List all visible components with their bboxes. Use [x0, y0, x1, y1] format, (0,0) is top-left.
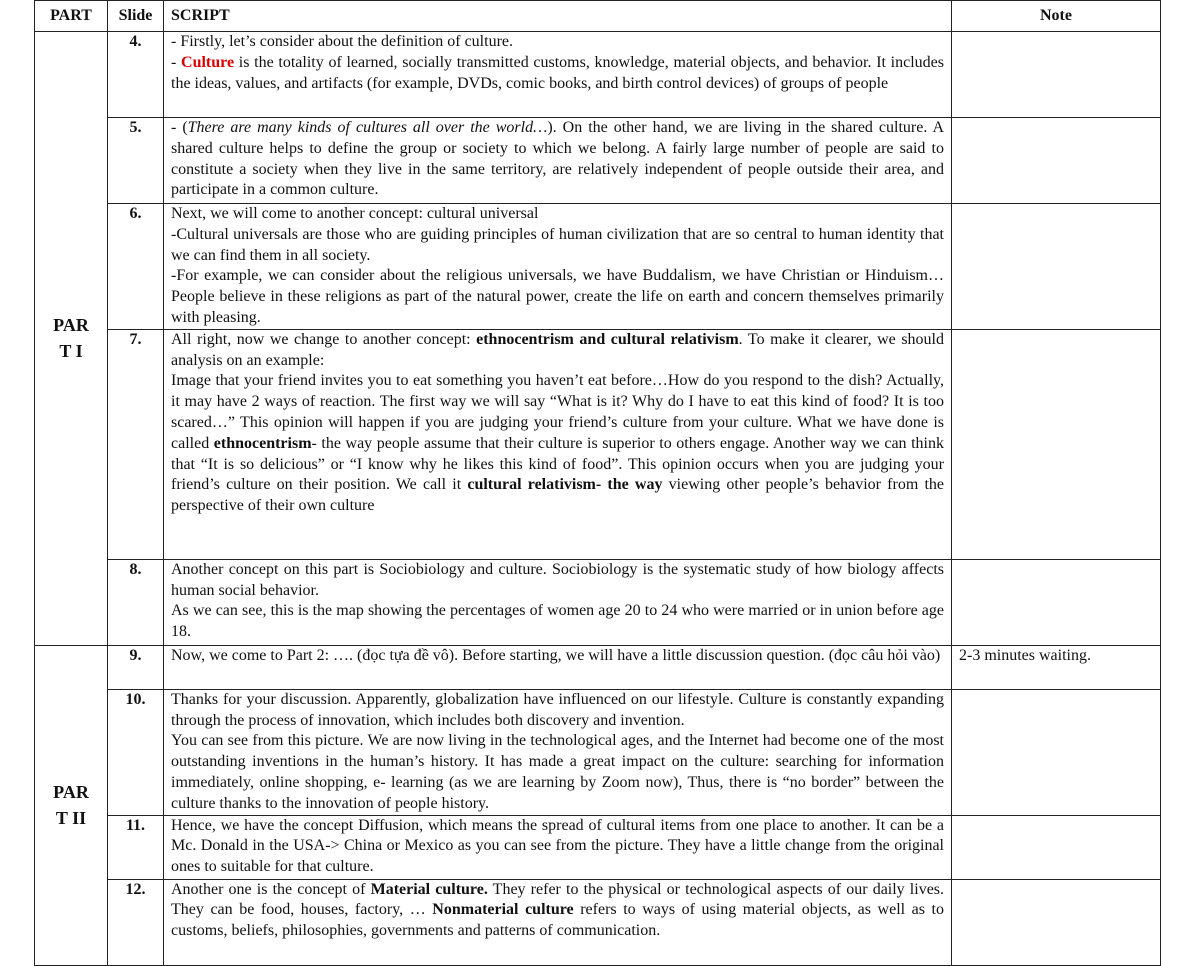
- script-text: [164, 204, 952, 330]
- table-row: [35, 559, 1161, 645]
- header-note: Note: [952, 1, 1161, 32]
- slide-number: 9.: [108, 645, 164, 689]
- script-text: [164, 689, 952, 815]
- table-row: [35, 329, 1161, 559]
- note-cell: [952, 879, 1161, 965]
- script-text: [164, 815, 952, 879]
- script-paragraph: Another concept on this part is Sociobiology and culture. Sociobiology is the systematic study of how biology affects human social behavior.: [171, 560, 944, 599]
- table-row: [35, 118, 1161, 204]
- header-slide: Slide: [108, 1, 164, 32]
- bold-term: Nonmaterial culture: [432, 901, 574, 919]
- script-fragment: ). On the other hand, we are living in the shared culture. A shared culture helps to define the group or society to which we belong. A fairly large number of people are said to constitute a society when they live in the same territory, are relatively independent of people outside their area, and participate in a common culture.: [171, 119, 945, 199]
- header-script: SCRIPT: [164, 1, 952, 32]
- table-row: [35, 645, 1161, 689]
- script-fragment: . To make it clearer, we should analysis on an example:: [171, 330, 945, 369]
- table-row: [35, 204, 1161, 330]
- script-text: [164, 118, 952, 204]
- bold-term: ethnocentrism: [213, 434, 312, 452]
- bold-term: Material culture.: [370, 880, 488, 898]
- table-row: [35, 879, 1161, 965]
- script-fragment: Another one is the concept of: [171, 880, 371, 898]
- script-text: [164, 879, 952, 965]
- script-paragraph: Thanks for your discussion. Apparently, globalization have influenced on our lifestyle. Culture is constantly expanding through the process of innovation, which includes both discovery and invention.: [171, 690, 944, 729]
- note-cell: 2-3 minutes waiting.: [952, 645, 1161, 689]
- script-paragraph: -Cultural universals are those who are guiding principles of human civilization that are so central to human identity that we can find them in all society.: [171, 225, 944, 264]
- script-paragraph: You can see from this picture. We are now living in the technological ages, and the Internet had become one of the most outstanding inventions in the human’s history. It has made a great impact on the culture: searching for information immediately, online shopping, e- learning (as we are learning by Zoom now), Thus, there is “no border” between the culture thanks to the innovation of people history.: [171, 732, 944, 812]
- part-label-line1: PAR: [53, 315, 89, 336]
- table-header-row: [35, 1, 1161, 32]
- script-fragment: Hence, we have the concept Diffusion, which means the spread of cultural items from one place to another. It can be a Mc. Donald in the USA-> China or Mexico as you can see from the picture. They have a little change from the original ones to suitable for that culture.: [171, 816, 944, 876]
- table-row: [35, 815, 1161, 879]
- bold-term: cultural relativism- the way: [467, 476, 663, 494]
- script-paragraph: Next, we will come to another concept: cultural universal: [171, 205, 539, 222]
- note-cell: [952, 689, 1161, 815]
- part-label-line2: T II: [55, 808, 87, 829]
- note-cell: [952, 329, 1161, 559]
- italic-fragment: There are many kinds of cultures all over the world…: [187, 119, 548, 136]
- script-fragment: - (: [171, 119, 188, 136]
- script-paragraph: -For example, we can consider about the religious universals, we have Buddalism, we have Christian or Hinduism… People believe in these religions as part of the natural power, create the life on earth and concern themselves primarily with pleasing.: [171, 267, 944, 326]
- script-fragment: Image that your friend invites you to eat something you haven’t eat before…How do you respond to the dish? Actually, it may have 2 ways of reaction. The first way we will say “What is it? Why do I have to eat this kind of food? It is too scared…” This opinion will happen if you are judging your friend’s culture from your culture. What we have done is called: [171, 372, 944, 452]
- part-label-line1: PAR: [53, 782, 89, 803]
- script-fragment: viewing other people’s behavior from the perspective of their own culture: [171, 476, 945, 515]
- note-cell: [952, 32, 1161, 118]
- slide-number: 10.: [108, 689, 164, 815]
- slide-number: 8.: [108, 559, 164, 645]
- script-fragment: is the totality of learned, socially transmitted customs, knowledge, material objects, and behavior. It includes the ideas, values, and artifacts (for example, DVDs, comic books, and birth control devices) of groups of people: [171, 53, 944, 92]
- table-row: [35, 32, 1161, 118]
- highlighted-term: Culture: [181, 53, 235, 71]
- presentation-script-table: [34, 0, 1161, 966]
- script-fragment: All right, now we change to another concept:: [171, 330, 477, 348]
- part-label-part-1: [35, 32, 108, 646]
- bold-term: ethnocentrism and cultural relativism: [476, 330, 739, 348]
- table-row: [35, 689, 1161, 815]
- script-fragment: - the way people assume that their culture is superior to others engage. Another way we can think that “It is so delicious” or “I know why he likes this kind of food”. This opinion occurs when you are judging your friend’s culture on their position. We call it: [171, 434, 945, 494]
- script-text: [164, 645, 952, 689]
- slide-number: 5.: [108, 118, 164, 204]
- script-text: [164, 329, 952, 559]
- slide-number: 4.: [108, 32, 164, 118]
- script-text: [164, 32, 952, 118]
- header-part: PART: [35, 1, 108, 32]
- script-paragraph: [171, 330, 944, 372]
- script-paragraph: - Firstly, let’s consider about the definition of culture.: [171, 33, 513, 50]
- slide-number: 7.: [108, 329, 164, 559]
- script-fragment: Now, we come to Part 2: …. (đọc tựa đề vô). Before starting, we will have a little discussion question. (đọc câu hỏi vào): [171, 646, 941, 664]
- script-fragment: They refer to the physical or technological aspects of our daily lives. They can be food, houses, factory, …: [171, 880, 945, 919]
- part-label-line2: T I: [59, 341, 83, 362]
- part-label-part-2: [35, 645, 108, 965]
- note-cell: [952, 559, 1161, 645]
- slide-number: 6.: [108, 204, 164, 330]
- note-cell: [952, 204, 1161, 330]
- script-text: [164, 559, 952, 645]
- script-fragment: -: [171, 53, 182, 71]
- slide-number: 12.: [108, 879, 164, 965]
- note-cell: [952, 815, 1161, 879]
- slide-number: 11.: [108, 815, 164, 879]
- script-document: [34, 0, 1161, 966]
- note-cell: [952, 118, 1161, 204]
- script-fragment: refers to ways of using material objects, as well as to customs, beliefs, philosophies, governments and patterns of communication.: [171, 901, 945, 940]
- script-paragraph: As we can see, this is the map showing the percentages of women age 20 to 24 who were married or in union before age 18.: [171, 602, 944, 641]
